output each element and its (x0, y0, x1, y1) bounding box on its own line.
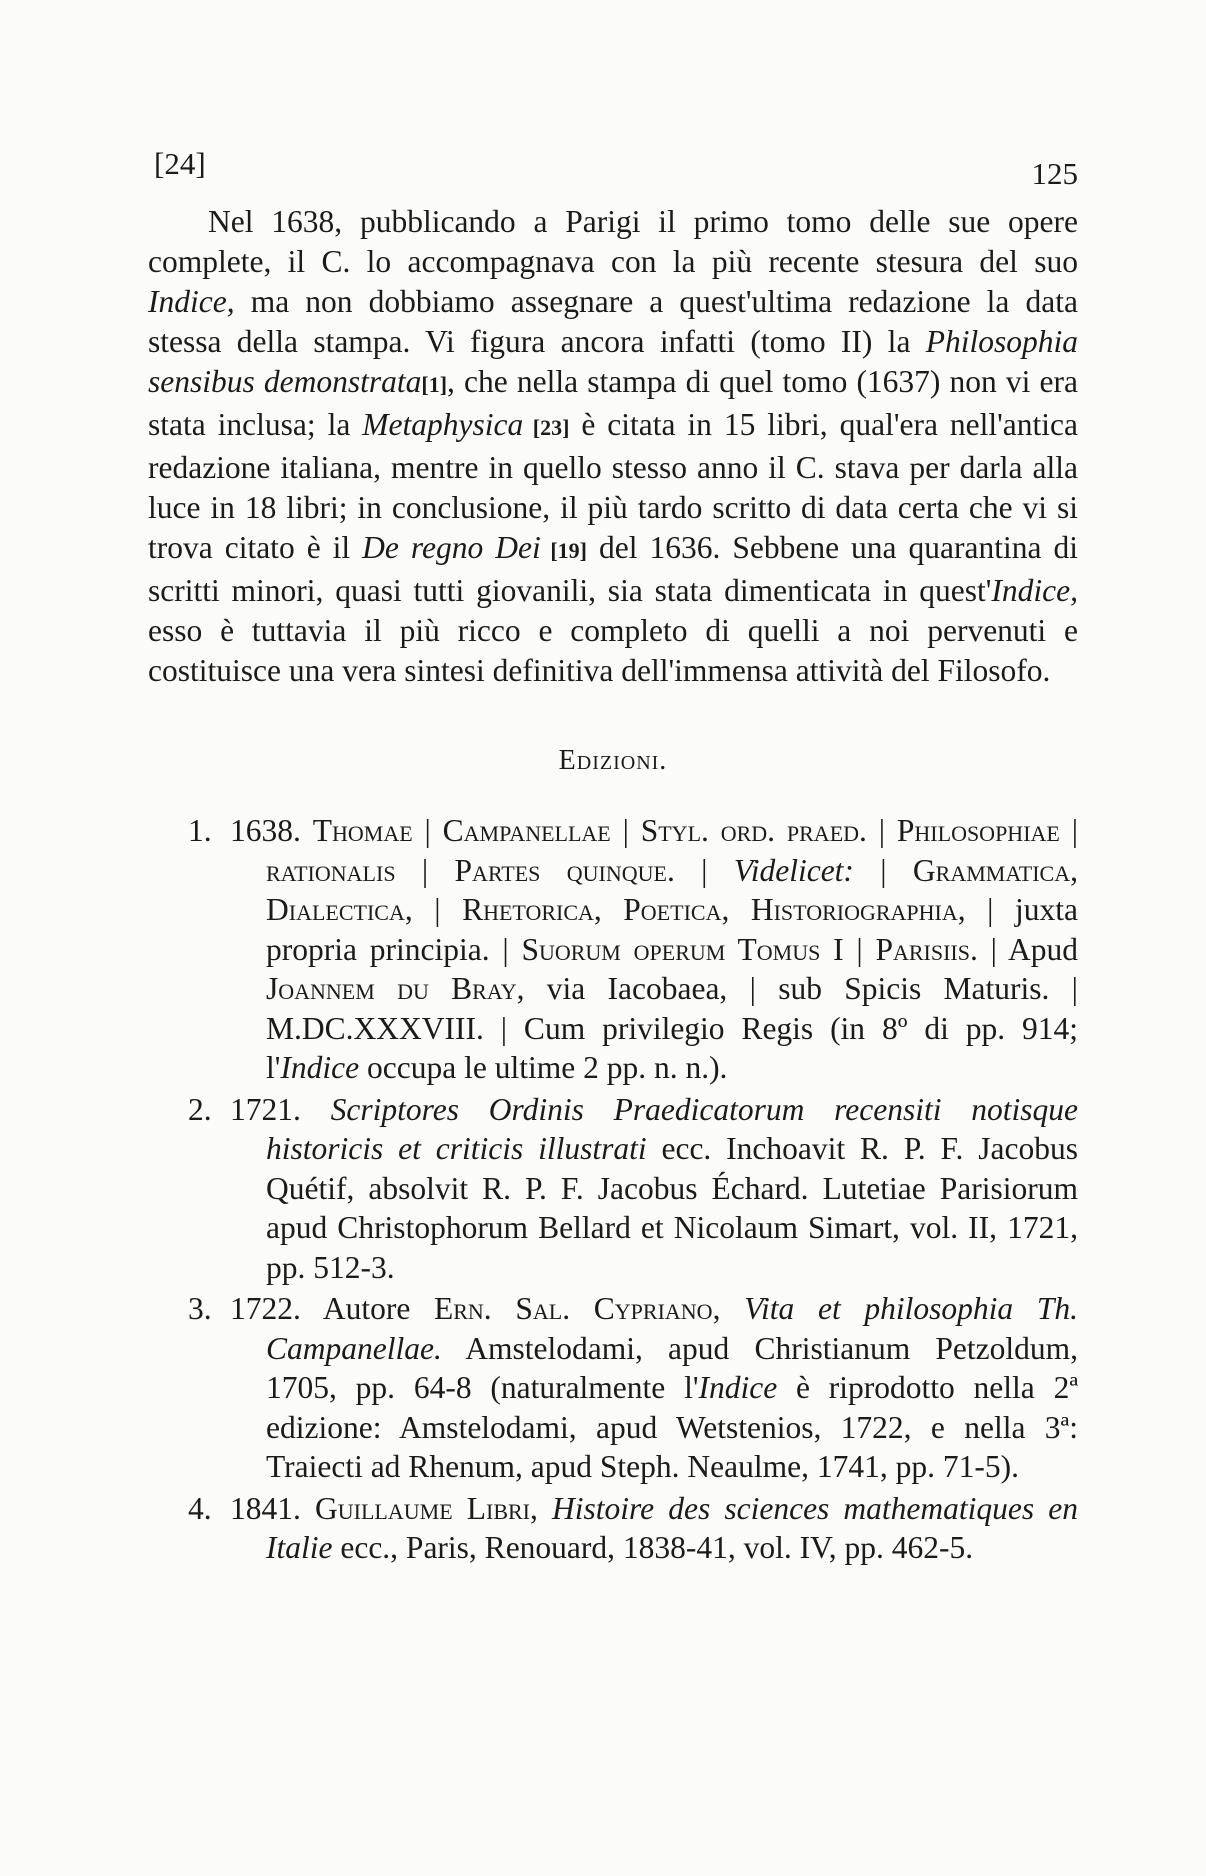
text-run: via Iacobaea, | sub Spicis Maturis. | M.DC.XXXVIII. | Cum privilegio Regis (in 8º di pp. 914; l' (266, 971, 1078, 1085)
text-run: De regno Dei (362, 530, 541, 565)
body-paragraph (148, 202, 1078, 691)
text-run: del 1636. Sebbene una quarantina di scritti minori, quasi tutti giovanili, sia stata dimenticata in quest' (148, 530, 1078, 608)
text-run: è citata in 15 libri, qual'era nell'antica redazione italiana, mentre in quello stesso anno il C. stava per darla alla luce in 18 libri; in conclusione, il più tardo scritto di data certa che vi si trova citato è il (148, 407, 1078, 565)
text-run: Metaphysica (362, 407, 524, 442)
text-run: | Grammatica, Dialectica, | Rhetorica, Poetica, Historiographia, (266, 852, 1078, 927)
page-number: 125 (1031, 156, 1078, 191)
section-heading: Edizioni. (558, 745, 668, 776)
text-run: Guillaume Libri, (315, 1490, 538, 1526)
edition-number: 1. (188, 813, 212, 848)
text-run: Indice, (148, 284, 235, 319)
text-run: Videlicet: (733, 852, 854, 888)
text-run: Amstelodami, apud Christianum Petzoldum, 1705, pp. 64-8 (naturalmente l' (266, 1330, 1078, 1405)
edition-text (148, 1489, 1078, 1568)
section-number: [24] (154, 146, 206, 181)
text-run: Indice, (991, 573, 1078, 608)
text-run: Vita et philosophia Th. Campanellae. (266, 1291, 1078, 1366)
text-run: Histoire des sciences mathematiques en Italie (266, 1490, 1079, 1565)
edition-entry (148, 1090, 1078, 1288)
editions-list (148, 811, 1078, 1568)
cross-reference: [23] (523, 415, 570, 440)
text-run: Nel 1638, pubblicando a Parigi il primo tomo delle sue opere complete, il C. lo accompagnava con la più recente stesura del suo (148, 204, 1078, 279)
running-head (148, 140, 1078, 190)
text-run: ecc. Inchoavit R. P. F. Jacobus Quétif, absolvit R. P. F. Jacobus Échard. Lutetiae Parisiorum apud Christophorum Bellard et Nicolaum Simart, vol. II, 1721, pp. 512-3. (266, 1131, 1078, 1285)
text-run (538, 1491, 552, 1526)
text-run: | juxta propria principia. | (266, 892, 1078, 967)
text-run: Indice (280, 1050, 360, 1085)
text-run: ecc., Paris, Renouard, 1838-41, vol. IV, pp. 462-5. (332, 1530, 974, 1565)
text-run: | Apud (977, 931, 1078, 967)
text-run: Autore (322, 1291, 434, 1326)
cross-reference: [1] (421, 372, 448, 397)
text-run: , che nella stampa di quel tomo (1637) non vi era stata inclusa; la (148, 364, 1078, 442)
edition-year: 1638. (230, 813, 301, 848)
text-run: Philosophia sensibus demonstrata (148, 324, 1078, 399)
edition-year: 1841. (230, 1490, 301, 1526)
edition-year: 1721. (230, 1091, 301, 1127)
text-run: Thomae | Campanellae | Styl. ord. praed. | Philosophiae | rationalis | Partes quinque. | (266, 813, 1079, 888)
edition-number: 3. (188, 1291, 212, 1326)
text-run: occupa le ultime 2 pp. n. n.). (359, 1050, 728, 1085)
text-run: Suorum operum Tomus (521, 931, 821, 967)
text-run: Scriptores Ordinis Praedicatorum recensiti notisque historicis et criticis illustrati (266, 1091, 1079, 1166)
edition-number: 4. (188, 1490, 212, 1526)
edition-number: 2. (188, 1091, 212, 1127)
text-run: Joannem du Bray, (266, 971, 525, 1006)
edition-text (148, 811, 1078, 1088)
edition-entry (148, 811, 1078, 1088)
edition-year: 1722. (230, 1291, 301, 1326)
edition-entry (148, 1289, 1078, 1487)
edition-text (148, 1289, 1078, 1487)
edition-text (148, 1090, 1078, 1288)
text-run: esso è tuttavia il più ricco e completo di quelli a noi pervenuti e costituisce una vera sintesi definitiva dell'immensa attività del Filosofo. (148, 613, 1078, 688)
text-run: ma non dobbiamo assegnare a quest'ultima redazione la data stessa della stampa. Vi figura ancora infatti (tomo II) la (148, 284, 1078, 359)
text-run (720, 1291, 744, 1326)
text-run: I | (820, 931, 876, 967)
cross-reference: [19] (540, 538, 587, 563)
book-page (148, 140, 1078, 1570)
edition-entry (148, 1489, 1078, 1568)
text-run: Indice (698, 1370, 778, 1405)
text-run: Ern. Sal. Cypriano, (434, 1291, 721, 1326)
text-run: è riprodotto nella 2ª edizione: Amstelodami, apud Wetstenios, 1722, e nella 3ª: Traiecti ad Rhenum, apud Steph. Neaulme, 1741, pp. 71-5). (266, 1370, 1079, 1484)
text-run: Parisiis. (875, 931, 978, 967)
